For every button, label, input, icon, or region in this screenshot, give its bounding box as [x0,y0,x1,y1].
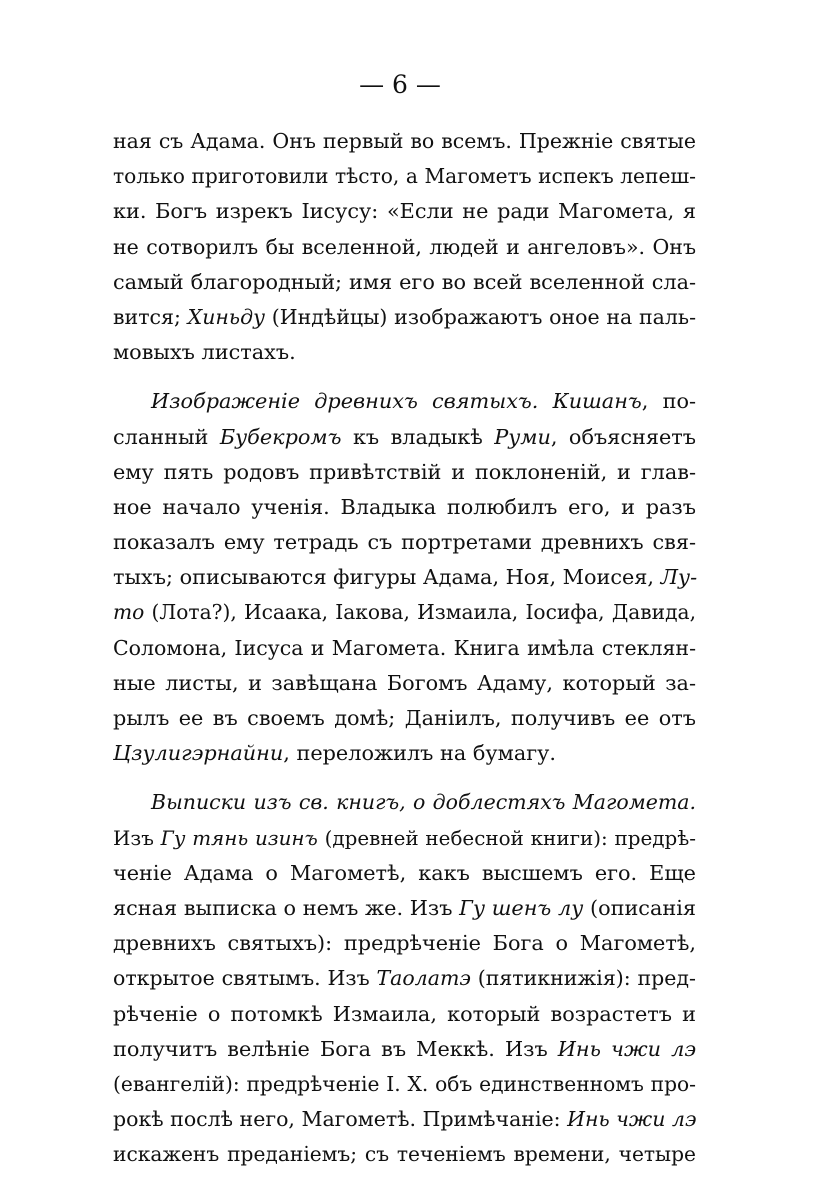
italic-segment: Выписки изъ св. книгъ, о доблестяхъ Магомета. [151,790,696,815]
italic-segment: Руми [494,424,551,449]
text-segment: только приготовили тѣсто, а Магометъ испекъ лепеш- [113,164,696,189]
italic-segment: Инь чжи лэ [557,1036,696,1061]
text-segment: (Индѣйцы) изображаютъ оное на паль- [264,304,696,329]
text-segment: (описанія [583,895,696,920]
text-line [113,926,696,961]
text-line [113,821,696,856]
text-segment: , по- [641,389,696,414]
text-segment: вится; [113,304,188,329]
text-body [113,124,696,1172]
text-segment: (древней небесной книги): предрѣ- [317,826,696,850]
text-line [113,856,696,891]
italic-segment: Цзулигэрнайни [113,741,284,766]
text-line [113,961,696,996]
text-segment: (пятикнижія): пред- [470,966,696,991]
text-segment: самый благородный; имя его во всей вселенной сла- [113,269,696,294]
text-line [113,124,696,159]
text-line [113,560,696,595]
text-segment: ные листы, и завѣщана Богомъ Адаму, который за- [113,670,696,695]
text-segment: ясная выписка о немъ же. Изъ [113,895,460,920]
text-line [113,595,696,630]
text-segment: не сотворилъ бы вселенной, людей и ангеловъ». Онъ [113,234,696,259]
text-line [113,420,696,455]
text-line [113,300,696,335]
text-segment: искаженъ преданіемъ; съ теченіемъ времени, четыре [113,1142,696,1167]
text-segment: показалъ ему тетрадь съ портретами древнихъ свя- [113,530,696,555]
text-line [113,1032,696,1067]
text-segment: мовыхъ листахъ. [113,340,296,365]
text-line [113,159,696,194]
text-line [113,997,696,1032]
text-line [113,335,696,370]
page-number: — 6 — [359,70,441,99]
text-line [113,701,696,736]
text-line [113,666,696,701]
text-line [113,490,696,525]
text-line [113,785,696,820]
text-segment: ное начало ученія. Владыка полюбилъ его, и разъ [113,494,696,519]
text-line [113,194,696,229]
italic-segment: Изображеніе древнихъ святыхъ. Кишанъ [151,389,642,414]
text-line [113,891,696,926]
text-segment: ему пять родовъ привѣтствій и поклоненій, и глав- [113,459,696,484]
text-segment: ченіе Адама о Магометѣ, какъ высшемъ его. Еще [113,860,696,885]
italic-segment: то [113,600,145,625]
italic-segment: Лу- [660,565,698,590]
text-segment: древнихъ святыхъ): предрѣченіе Бога о Магометѣ, [113,931,696,956]
text-segment: , объясняетъ [550,424,696,449]
text-segment: рѣченіе о потомкѣ Измаила, который возрастетъ и [113,1001,696,1026]
text-segment: открытое святымъ. Изъ [113,966,377,991]
text-segment: рокѣ послѣ него, Магометѣ. Примѣчаніе: [113,1107,568,1132]
italic-segment: Гу шенъ лу [459,895,584,920]
text-segment: (евангелій): предрѣченіе І. Х. объ единственномъ про- [113,1071,696,1096]
text-line [113,230,696,265]
text-segment: ная съ Адама. Онъ первый во всемъ. Прежніе святые [113,129,696,153]
italic-segment: Бубекромъ [219,424,342,449]
text-line [113,525,696,560]
text-segment: Изъ [113,826,161,850]
text-line [113,736,696,771]
italic-segment: Гу тянь изинъ [160,826,318,850]
text-segment: (Лота?), Исаака, Іакова, Измаила, Іосифа, Давида, [144,600,696,625]
text-segment: ки. Богъ изрекъ Іисусу: «Если не ради Магомета, я [113,199,696,224]
text-segment: получитъ велѣніе Бога въ Меккѣ. Изъ [113,1036,558,1061]
text-line [113,1067,696,1102]
text-line [113,384,696,419]
text-segment: , переложилъ на бумагу. [283,741,556,766]
text-line [113,1137,696,1172]
text-segment: сланный [113,424,220,449]
text-segment: тыхъ; описываются фигуры Адама, Ноя, Моисея, [113,565,661,590]
text-segment: рылъ ее въ своемъ домѣ; Даніилъ, получивъ ее отъ [113,706,696,730]
text-segment: Соломона, Іисуса и Магомета. Книга имѣла стеклян- [113,635,696,660]
text-line [113,455,696,490]
italic-segment: Таолатэ [376,966,471,991]
text-segment: къ владыкѣ [341,424,495,449]
text-line [113,631,696,666]
italic-segment: Хиньду [187,304,265,329]
text-line [113,1102,696,1137]
italic-segment: Инь чжи лэ [567,1107,697,1132]
text-line [113,265,696,300]
